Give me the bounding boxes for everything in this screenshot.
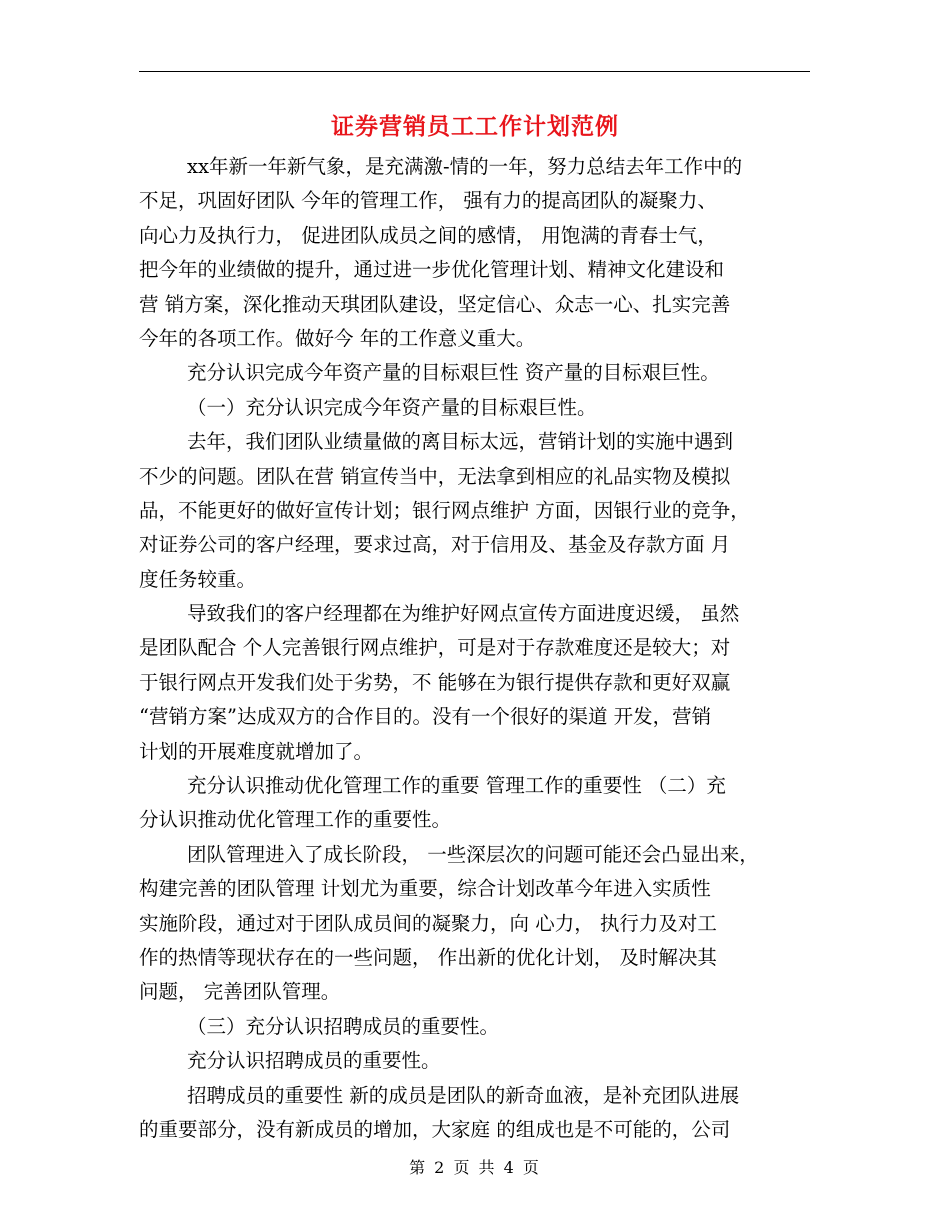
text-line: 作的热情等现状存在的一些问题， 作出新的优化计划， 及时解决其 <box>139 945 717 969</box>
text-line: 是团队配合 个人完善银行网点维护，可是对于存款难度还是较大；对 <box>139 636 731 660</box>
document-title: 证券营销员工工作计划范例 <box>331 114 619 140</box>
text-line: 不足，巩固好团队 今年的管理工作， 强有力的提高团队的凝聚力、 <box>139 189 717 213</box>
text-line: 把今年的业绩做的提升，通过进一步优化管理计划、精神文化建设和 <box>139 258 725 282</box>
text-line: 去年，我们团队业绩量做的离目标太远，营销计划的实施中遇到 <box>187 430 734 454</box>
text-line: 充分认识完成今年资产量的目标艰巨性 资产量的目标艰巨性。 <box>187 361 720 385</box>
text-line: 问题， 完善团队管理。 <box>139 980 341 1004</box>
text-line: 对证券公司的客户经理，要求过高，对于信用及、基金及存款方面 月 <box>139 533 731 557</box>
text-line: （一）充分认识完成今年资产量的目标艰巨性。 <box>187 395 597 419</box>
text-line: xx年新一年新气象，是充满激-情的一年，努力总结去年工作中的 <box>187 155 743 178</box>
text-line: 团队管理进入了成长阶段， 一些深层次的问题可能还会凸显出来， <box>187 842 759 866</box>
page-footer: 第 2 页 共 4 页 <box>409 1158 541 1177</box>
text-line: 分认识推动优化管理工作的重要性。 <box>139 808 452 832</box>
text-line: 充分认识招聘成员的重要性。 <box>187 1049 441 1073</box>
text-line: 度任务较重。 <box>139 567 257 591</box>
text-line: 今年的各项工作。做好今 年的工作意义重大。 <box>139 326 536 350</box>
text-line: 营 销方案，深化推动天琪团队建设，坚定信心、众志一心、扎实完善 <box>139 292 731 316</box>
text-line: 向心力及执行力， 促进团队成员之间的感情， 用饱满的青春士气， <box>139 223 717 247</box>
text-line: 构建完善的团队管理 计划尤为重要，综合计划改革今年进入实质性 <box>139 877 711 901</box>
text-line: 不少的问题。团队在营 销宣传当中，无法拿到相应的礼品实物及模拟 <box>139 464 731 488</box>
text-line: （三）充分认识招聘成员的重要性。 <box>187 1014 500 1038</box>
text-line: 充分认识推动优化管理工作的重要 管理工作的重要性 （二）充 <box>187 774 726 798</box>
text-line: 计划的开展难度就增加了。 <box>139 739 374 763</box>
text-line: 品，不能更好的做好宣传计划；银行网点维护 方面，因银行业的竞争， <box>139 498 750 522</box>
document-body <box>139 150 819 1147</box>
text-line: 招聘成员的重要性 新的成员是团队的新奇血液，是补充团队进展 <box>187 1083 740 1107</box>
text-line: 导致我们的客户经理都在为维护好网点宣传方面进度迟缓， 虽然 <box>187 602 740 626</box>
header-rule <box>139 71 810 72</box>
text-line: 的重要部分，没有新成员的增加，大家庭 的组成也是不可能的，公司 <box>139 1117 731 1141</box>
text-line: “营销方案”达成双方的合作目的。没有一个很好的渠道 开发，营销 <box>139 705 712 729</box>
text-line: 于银行网点开发我们处于劣势，不 能够在为银行提供存款和更好双赢 <box>139 670 731 694</box>
text-line: 实施阶段，通过对于团队成员间的凝聚力，向 心力， 执行力及对工 <box>139 911 717 935</box>
